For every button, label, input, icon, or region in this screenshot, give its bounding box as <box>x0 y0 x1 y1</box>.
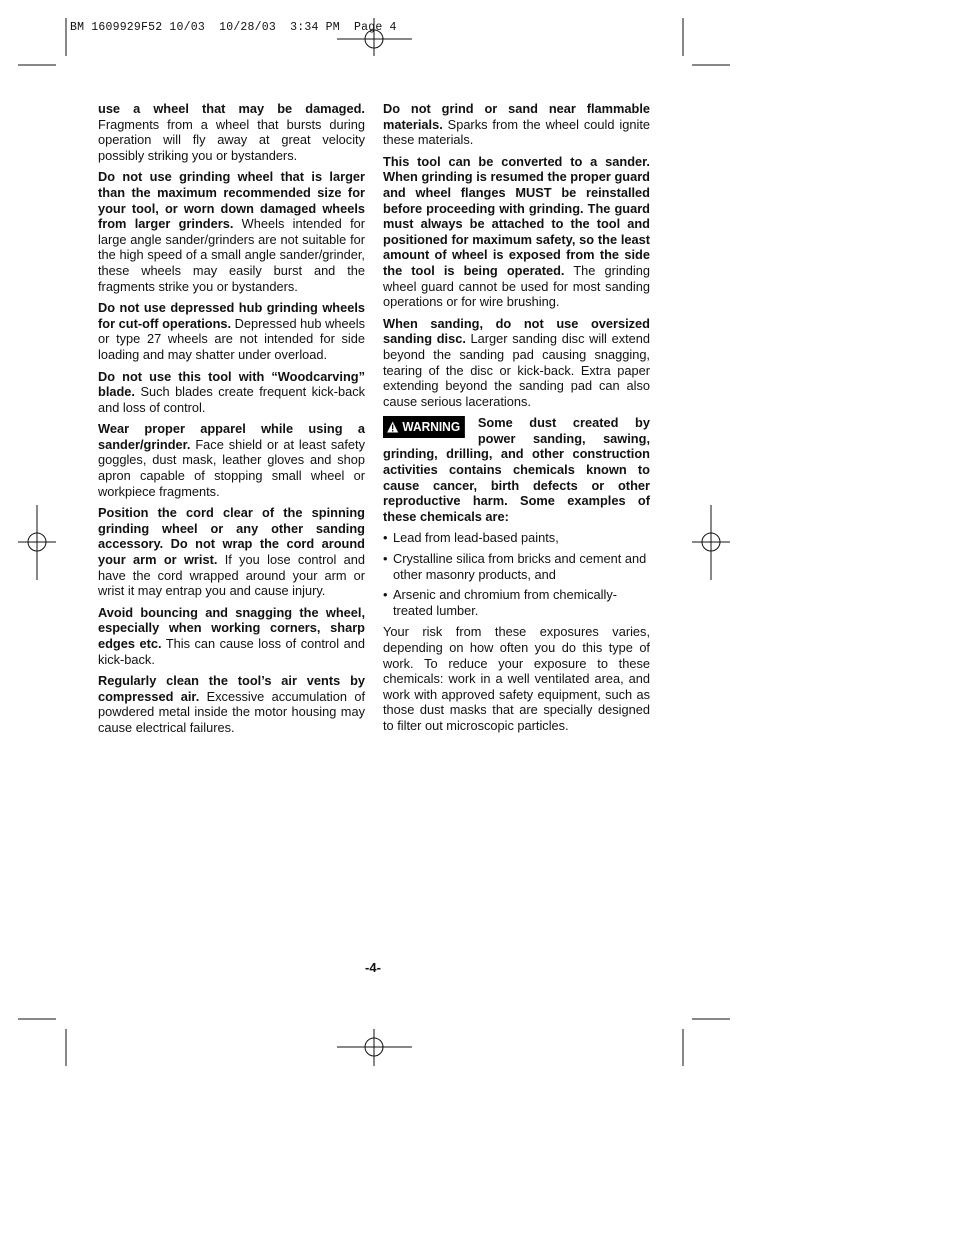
safety-heading: Do not use depressed hub grinding wheels for cut-off operations. <box>98 300 365 331</box>
registration-mark-top <box>337 18 412 56</box>
safety-heading: Wear proper apparel while using a sander/grinder. <box>98 421 365 452</box>
list-item: • Lead from lead-based paints, <box>383 530 650 546</box>
right-column <box>383 101 650 740</box>
safety-text: The grinding wheel guard cannot be used for most sanding operations or for wire brushing. <box>383 262 651 310</box>
safety-paragraph <box>98 505 365 599</box>
registration-mark-bottom <box>337 1029 412 1066</box>
warning-text: Some dust created by power sanding, sawing, grinding, drilling, and other construction activities contains chemicals known to cause cancer, birth defects or other reproductive harm. Some examples of these chemicals are: <box>383 415 650 524</box>
safety-text: Face shield or at least safety goggles, dust mask, leather gloves and shop apron capable of stopping small wheel or workpiece fragments. <box>98 436 365 499</box>
list-item: • Arsenic and chromium from chemically-treated lumber. <box>383 587 650 618</box>
safety-text: Such blades create frequent kick-back and loss of control. <box>98 384 365 415</box>
registration-mark-right <box>692 505 730 580</box>
safety-heading: Position the cord clear of the spinning grinding wheel or any other sanding accessory. Do not wrap the cord around your arm or wrist. <box>98 505 365 568</box>
exposure-paragraph: Your risk from these exposures varies, depending on how often you do this type of work. To reduce your exposure to these chemicals: work in a well ventilated area, and work with approved safety equipment, such as those dust masks that are specially designed to filter out microscopic particles. <box>383 624 650 733</box>
warning-paragraph <box>383 415 650 524</box>
left-column <box>98 101 365 742</box>
warning-badge-label: WARNING <box>402 419 461 435</box>
warning-badge <box>383 416 465 438</box>
safety-text: Excessive accumulation of powdered metal inside the motor housing may cause electrical failures. <box>98 688 366 735</box>
safety-paragraph <box>98 421 365 499</box>
safety-heading: use a wheel that may be damaged. <box>98 101 365 116</box>
safety-heading: Do not use grinding wheel that is larger than the maximum recommended size for your tool, or worn down damaged wheels from larger grinders. <box>98 169 365 232</box>
safety-text: If you lose control and have the cord wrapped around your arm or wrist it may entrap you and cause injury. <box>98 552 366 599</box>
safety-heading: This tool can be converted to a sander. When grinding is resumed the proper guard and wheel flanges MUST be reinstalled before proceeding with grinding. The guard must always be attached to the tool and positioned for maximum safety, so the least amount of wheel is exposed from the side the tool is being operated. <box>383 153 650 278</box>
safety-heading: Regularly clean the tool’s air vents by compressed air. <box>98 673 365 704</box>
safety-paragraph <box>98 673 365 735</box>
safety-text: Wheels intended for large angle sander/grinders are not suitable for the high speed of a small angle sander/grinder, these wheels may easily burst and the fragments strike you or bystanders. <box>98 216 365 294</box>
list-item: • Crystalline silica from bricks and cement and other masonry products, and <box>383 551 650 582</box>
safety-paragraph <box>98 101 365 163</box>
safety-heading: Do not use this tool with “Woodcarving” blade. <box>98 368 365 400</box>
safety-text: This can cause loss of control and kick-back. <box>98 636 365 667</box>
chemical-examples-list <box>383 530 650 618</box>
safety-paragraph <box>383 101 650 148</box>
registration-mark-left <box>18 505 56 580</box>
print-slug: BM 1609929F52 10/03 10/28/03 3:34 PM Page 4 <box>70 21 397 34</box>
safety-paragraph <box>98 369 365 416</box>
safety-paragraph <box>383 154 650 310</box>
safety-heading: Do not grind or sand near flammable materials. <box>383 101 650 132</box>
safety-paragraph <box>98 169 365 294</box>
page-number: -4- <box>365 960 381 975</box>
safety-heading: When sanding, do not use oversized sanding disc. <box>383 315 650 347</box>
safety-text: Fragments from a wheel that bursts during operation will fly away at great velocity possibly striking you or bystanders. <box>98 116 365 163</box>
safety-heading: Avoid bouncing and snagging the wheel, especially when working corners, sharp edges etc. <box>98 604 365 651</box>
safety-text: Larger sanding disc will extend beyond the sanding pad causing snagging, tearing of the disc or kick-back. Extra paper extending beyond the sanding pad can also cause serious lacerations. <box>383 331 650 409</box>
safety-text: Sparks from the wheel could ignite these materials. <box>383 116 650 148</box>
warning-triangle-icon <box>387 421 399 433</box>
safety-paragraph <box>383 316 650 410</box>
safety-paragraph <box>98 605 365 667</box>
safety-paragraph <box>98 300 365 362</box>
safety-text: Depressed hub wheels or type 27 wheels are not intended for side loading and may shatter under overload. <box>98 315 365 362</box>
